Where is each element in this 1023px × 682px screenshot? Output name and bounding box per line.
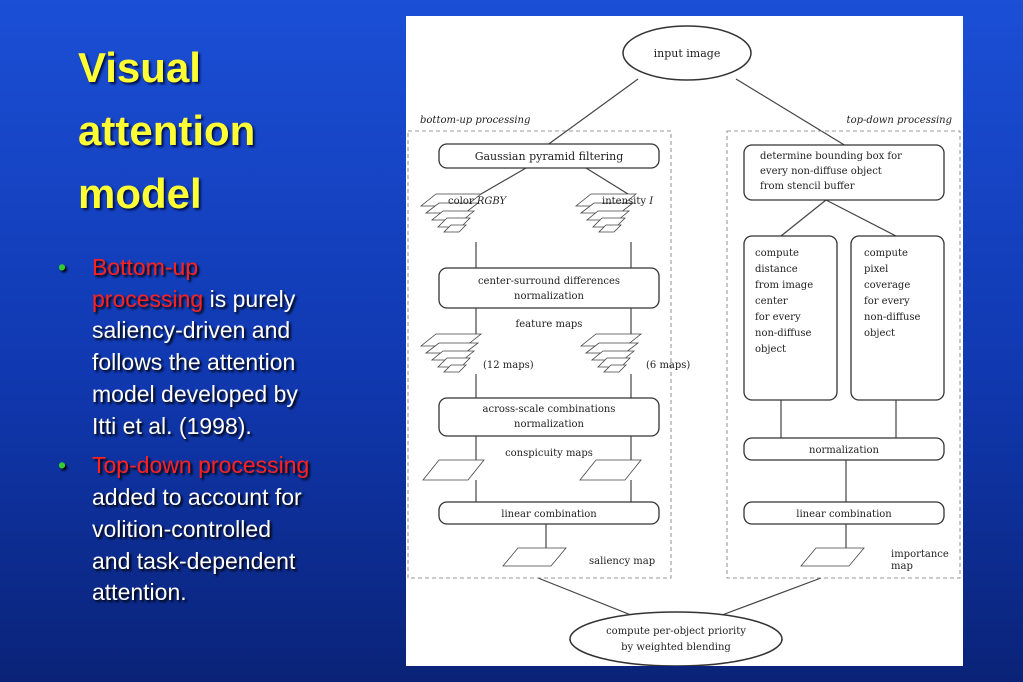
bullet-text: follows the attention bbox=[92, 349, 296, 376]
saliency-map-label: saliency map bbox=[589, 556, 656, 567]
input-image-label: input image bbox=[653, 47, 721, 60]
diagram-svg bbox=[406, 16, 963, 666]
feature-maps-stack-right bbox=[581, 334, 641, 372]
normalization-node bbox=[744, 438, 944, 460]
bounding-box-node bbox=[744, 145, 944, 200]
bullet-highlight: processing bbox=[92, 285, 204, 312]
conspicuity-map-right bbox=[580, 460, 641, 480]
normalization-label: normalization bbox=[514, 419, 584, 430]
compute-distance-line: compute bbox=[755, 248, 799, 259]
compute-pixel-line: coverage bbox=[864, 280, 911, 291]
bounding-box-line: every non-diffuse object bbox=[760, 166, 882, 177]
center-surround-label: center-surround differences bbox=[477, 276, 621, 287]
compute-distance-line: from image bbox=[755, 280, 814, 291]
bullet-text: attention. bbox=[92, 579, 187, 606]
bottom-up-label: bottom-up processing bbox=[420, 115, 531, 126]
across-scale-label: across-scale combinations bbox=[482, 404, 616, 415]
slide-title-line: attention bbox=[78, 107, 256, 154]
bullet-text: and task-dependent bbox=[92, 547, 296, 574]
attention-model-diagram bbox=[406, 16, 963, 666]
center-surround-node bbox=[439, 268, 659, 308]
bullet-list bbox=[58, 252, 378, 617]
bullet-text: is purely bbox=[209, 285, 296, 312]
bullet-text: model developed by bbox=[92, 380, 298, 407]
bullet-highlight: Top-down processing bbox=[92, 452, 310, 479]
compute-distance-line: for every bbox=[755, 312, 801, 323]
gaussian-node bbox=[439, 144, 659, 168]
importance-map-label: importance bbox=[891, 549, 949, 560]
bullet-dot-icon: • bbox=[58, 452, 67, 479]
compute-pixel-line: for every bbox=[864, 296, 910, 307]
maps12-label: (12 maps) bbox=[483, 360, 534, 371]
conspicuity-maps-label: conspicuity maps bbox=[505, 448, 593, 459]
compute-pixel-node bbox=[851, 236, 944, 400]
linear-combination-label: linear combination bbox=[501, 509, 597, 520]
priority-line: by weighted blending bbox=[621, 642, 731, 653]
compute-distance-line: non-diffuse bbox=[755, 328, 812, 339]
maps6-label: (6 maps) bbox=[646, 360, 691, 371]
bullet-text: Itti et al. (1998). bbox=[92, 412, 252, 439]
bullet-dot-icon: • bbox=[58, 254, 67, 280]
slide-title bbox=[78, 36, 378, 225]
priority-line: compute per-object priority bbox=[606, 626, 746, 637]
priority-node bbox=[570, 612, 782, 666]
feature-maps-stack-left bbox=[421, 334, 481, 372]
saliency-map-shape bbox=[503, 548, 566, 566]
compute-distance-line: distance bbox=[755, 264, 798, 275]
linear-combination-left-node bbox=[439, 502, 659, 524]
compute-pixel-line: compute bbox=[864, 248, 908, 259]
across-scale-node bbox=[439, 398, 659, 436]
gaussian-label: Gaussian pyramid filtering bbox=[474, 150, 624, 163]
importance-map-shape bbox=[801, 548, 864, 566]
feature-maps-label: feature maps bbox=[515, 319, 583, 330]
normalization-label: normalization bbox=[809, 445, 879, 456]
compute-distance-node bbox=[744, 236, 837, 400]
bullet-highlight: Bottom-up bbox=[92, 254, 199, 280]
compute-distance-line: center bbox=[755, 296, 788, 307]
intensity-label: intensity I bbox=[602, 196, 654, 207]
conspicuity-map-left bbox=[423, 460, 484, 480]
bullet-item bbox=[58, 450, 378, 609]
compute-pixel-line: non-diffuse bbox=[864, 312, 921, 323]
bounding-box-line: from stencil buffer bbox=[760, 181, 855, 192]
color-label: color RGBY bbox=[448, 196, 507, 207]
bounding-box-line: determine bounding box for bbox=[760, 151, 902, 162]
compute-distance-line: object bbox=[755, 344, 787, 355]
importance-map-label: map bbox=[891, 561, 913, 572]
bullet-text: volition-controlled bbox=[92, 515, 271, 542]
linear-combination-right-node bbox=[744, 502, 944, 524]
bullet-text: saliency-driven and bbox=[92, 317, 291, 344]
slide-title-line: Visual bbox=[78, 44, 201, 91]
input-image-node bbox=[623, 26, 751, 80]
normalization-label: normalization bbox=[514, 291, 584, 302]
compute-pixel-line: object bbox=[864, 328, 896, 339]
compute-pixel-line: pixel bbox=[864, 264, 889, 275]
bullet-item bbox=[58, 252, 378, 442]
bullet-text: added to account for bbox=[92, 484, 302, 511]
slide-title-line: model bbox=[78, 170, 202, 217]
top-down-label: top-down processing bbox=[846, 115, 952, 126]
linear-combination-label: linear combination bbox=[796, 509, 892, 520]
